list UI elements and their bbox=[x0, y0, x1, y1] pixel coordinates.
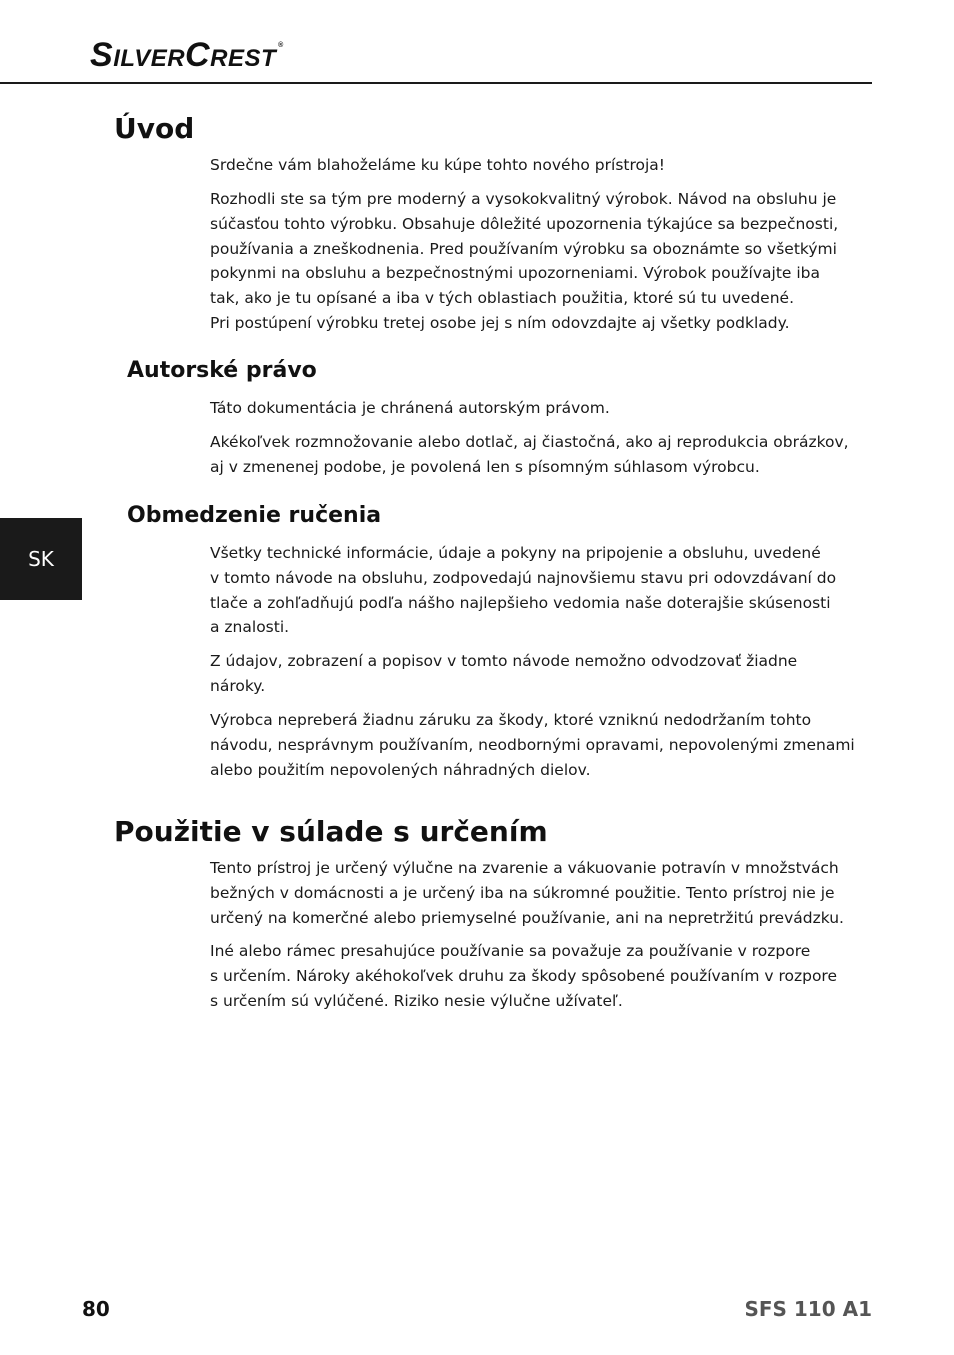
text-line: súčasťou tohto výrobku. Obsahuje dôležité upozornenia týkajúce sa bezpečnosti, bbox=[210, 214, 839, 233]
text-line: nároky. bbox=[210, 676, 266, 695]
text-line: s určením sú vylúčené. Riziko nesie výlučne užívateľ. bbox=[210, 991, 623, 1010]
text-line: Akékoľvek rozmnožovanie alebo dotlač, aj čiastočná, ako aj reprodukcia obrázkov, bbox=[210, 433, 849, 451]
text-line: tlače a zohľadňujú podľa nášho najlepšieho vedomia naše doterajšie skúsenosti bbox=[210, 593, 831, 612]
paragraph bbox=[210, 187, 846, 336]
registered-mark: ® bbox=[278, 42, 284, 49]
language-tab-label: SK bbox=[28, 547, 54, 571]
text-line: určený na komerčné alebo priemyselné používanie, ani na nepretržitú prevádzku. bbox=[210, 908, 844, 927]
heading-autorske-pravo: Autorské právo bbox=[127, 358, 317, 383]
text-line: pokynmi na obsluhu a bezpečnostnými upozorneniami. Výrobok používajte iba bbox=[210, 264, 821, 283]
text-line: Pri postúpení výrobku tretej osobe jej s ním odovzdajte aj všetky podklady. bbox=[210, 313, 790, 332]
text-line: Výrobca nepreberá žiadnu záruku za škody, ktoré vzniknú nedodržaním tohto bbox=[210, 711, 812, 729]
text-line: v tomto návode na obsluhu, zodpovedajú najnovšiemu stavu pri odovzdávaní do bbox=[210, 568, 837, 587]
text-line: Z údajov, zobrazení a popisov v tomto návode nemožno odvodzovať žiadne bbox=[210, 652, 798, 670]
logo-letters: REST bbox=[210, 45, 277, 72]
logo-letter: C bbox=[185, 36, 211, 74]
paragraph bbox=[210, 396, 846, 421]
paragraph bbox=[210, 541, 846, 640]
text-line: Táto dokumentácia je chránená autorským právom. bbox=[210, 399, 610, 417]
text-line: tak, ako je tu opísané a iba v tých oblastiach použitia, ktoré sú tu uvedené. bbox=[210, 289, 795, 308]
page-number: 80 bbox=[82, 1297, 110, 1321]
text-line: Srdečne vám blahoželáme ku kúpe tohto nového prístroja! bbox=[210, 156, 666, 174]
header-rule bbox=[0, 82, 872, 84]
heading-pouzitie: Použitie v súlade s určením bbox=[114, 815, 548, 848]
logo-letters: ILVER bbox=[113, 45, 186, 72]
language-tab bbox=[0, 518, 82, 600]
paragraph bbox=[210, 856, 846, 930]
text-line: Všetky technické informácie, údaje a pokyny na pripojenie a obsluhu, uvedené bbox=[210, 544, 821, 562]
paragraph bbox=[210, 153, 846, 178]
model-number: SFS 110 A1 bbox=[744, 1297, 872, 1321]
heading-uvod: Úvod bbox=[114, 112, 195, 145]
text-line: a znalosti. bbox=[210, 618, 290, 637]
text-line: návodu, nesprávnym používaním, neodbornými opravami, nepovolenými zmenami bbox=[210, 735, 855, 754]
paragraph bbox=[210, 649, 846, 699]
text-line: Iné alebo rámec presahujúce používanie sa považuje za používanie v rozpore bbox=[210, 942, 811, 960]
text-line: používania a zneškodnenia. Pred používaním výrobku sa oboznámte so všetkými bbox=[210, 239, 837, 258]
logo-letter: S bbox=[90, 36, 114, 74]
paragraph bbox=[210, 708, 855, 782]
heading-obmedzenie-rucenia: Obmedzenie ručenia bbox=[127, 503, 382, 528]
text-line: Rozhodli ste sa tým pre moderný a vysokokvalitný výrobok. Návod na obsluhu je bbox=[210, 190, 837, 208]
text-line: bežných v domácnosti a je určený iba na súkromné použitie. Tento prístroj nie je bbox=[210, 883, 835, 902]
text-line: alebo použitím nepovolených náhradných dielov. bbox=[210, 760, 591, 779]
silvercrest-logo bbox=[90, 36, 284, 75]
text-line: aj v zmenenej podobe, je povolená len s písomným súhlasom výrobcu. bbox=[210, 457, 760, 476]
text-line: s určením. Nároky akéhokoľvek druhu za škody spôsobené používaním v rozpore bbox=[210, 966, 837, 985]
paragraph bbox=[210, 430, 849, 480]
text-line: Tento prístroj je určený výlučne na zvarenie a vákuovanie potravín v množstvách bbox=[210, 859, 839, 877]
paragraph bbox=[210, 939, 846, 1013]
